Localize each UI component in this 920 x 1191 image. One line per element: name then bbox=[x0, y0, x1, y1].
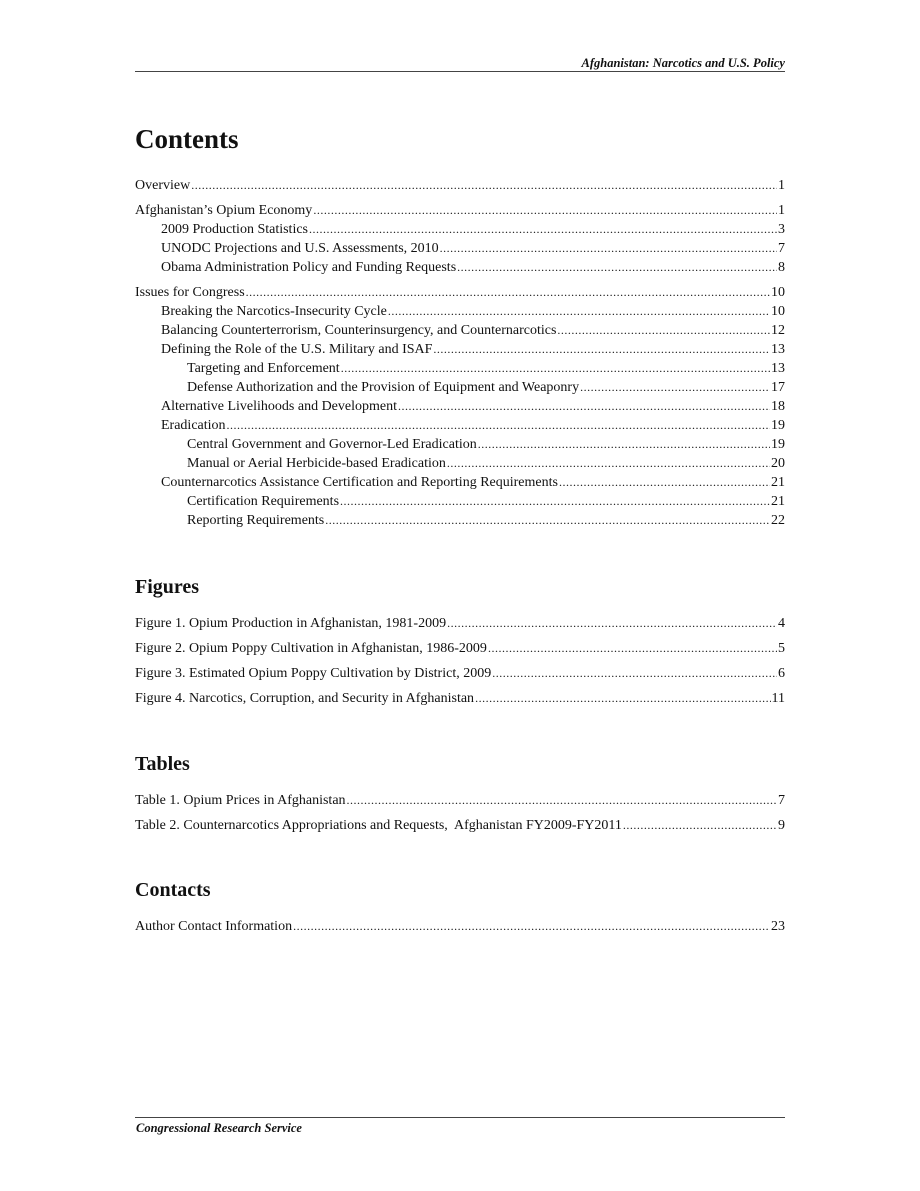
running-header: Afghanistan: Narcotics and U.S. Policy bbox=[581, 56, 785, 70]
toc-entry[interactable]: Counternarcotics Assistance Certification and Reporting Requirements ..... 21 bbox=[135, 473, 785, 492]
toc-entry[interactable]: Targeting and Enforcement ..... 13 bbox=[135, 359, 785, 378]
figure-entry[interactable]: Figure 1. Opium Production in Afghanistan, 1981-2009 ..... 4 bbox=[135, 614, 785, 633]
tables-list bbox=[135, 791, 785, 835]
contacts-title: Contacts bbox=[135, 879, 211, 901]
contents-title: Contents bbox=[135, 124, 239, 154]
table-entry[interactable]: Table 1. Opium Prices in Afghanistan ..... 7 bbox=[135, 791, 785, 810]
footer-rule bbox=[135, 1117, 785, 1118]
contact-entry[interactable]: Author Contact Information ..... 23 bbox=[135, 917, 785, 936]
toc-entry[interactable]: Central Government and Governor-Led Eradication ..... 19 bbox=[135, 435, 785, 454]
toc-entry[interactable]: Defining the Role of the U.S. Military and ISAF ..... 13 bbox=[135, 340, 785, 359]
toc-entry[interactable]: Certification Requirements ..... 21 bbox=[135, 492, 785, 511]
figure-entry[interactable]: Figure 2. Opium Poppy Cultivation in Afghanistan, 1986-2009 ..... 5 bbox=[135, 639, 785, 658]
figures-list bbox=[135, 614, 785, 708]
toc-entry[interactable]: Issues for Congress ..... 10 bbox=[135, 283, 785, 302]
toc-entry[interactable]: Eradication ..... 19 bbox=[135, 416, 785, 435]
figures-title: Figures bbox=[135, 576, 200, 598]
figure-entry[interactable]: Figure 4. Narcotics, Corruption, and Security in Afghanistan ..... 11 bbox=[135, 689, 785, 708]
toc-entry[interactable]: Reporting Requirements ..... 22 bbox=[135, 511, 785, 530]
contents-list bbox=[135, 176, 785, 530]
toc-entry[interactable]: UNODC Projections and U.S. Assessments, 2010 ..... 7 bbox=[135, 239, 785, 258]
toc-entry[interactable]: Defense Authorization and the Provision of Equipment and Weaponry ..... 17 bbox=[135, 378, 785, 397]
header-rule bbox=[135, 71, 785, 72]
toc-entry[interactable]: Manual or Aerial Herbicide-based Eradication ..... 20 bbox=[135, 454, 785, 473]
toc-entry[interactable]: Overview ..... 1 bbox=[135, 176, 785, 195]
toc-entry[interactable]: Breaking the Narcotics-Insecurity Cycle ..... 10 bbox=[135, 302, 785, 321]
toc-entry[interactable]: 2009 Production Statistics ..... 3 bbox=[135, 220, 785, 239]
table-entry[interactable]: Table 2. Counternarcotics Appropriations and Requests, Afghanistan FY2009-FY2011 ..... 9 bbox=[135, 816, 785, 835]
contacts-list bbox=[135, 917, 785, 936]
toc-entry[interactable]: Alternative Livelihoods and Development ..... 18 bbox=[135, 397, 785, 416]
toc-entry[interactable]: Balancing Counterterrorism, Counterinsurgency, and Counternarcotics ..... 12 bbox=[135, 321, 785, 340]
toc-entry[interactable]: Afghanistan’s Opium Economy ..... 1 bbox=[135, 201, 785, 220]
toc-entry[interactable]: Obama Administration Policy and Funding Requests ..... 8 bbox=[135, 258, 785, 277]
tables-title: Tables bbox=[135, 753, 190, 775]
running-footer: Congressional Research Service bbox=[136, 1121, 302, 1135]
figure-entry[interactable]: Figure 3. Estimated Opium Poppy Cultivation by District, 2009 ..... 6 bbox=[135, 664, 785, 683]
